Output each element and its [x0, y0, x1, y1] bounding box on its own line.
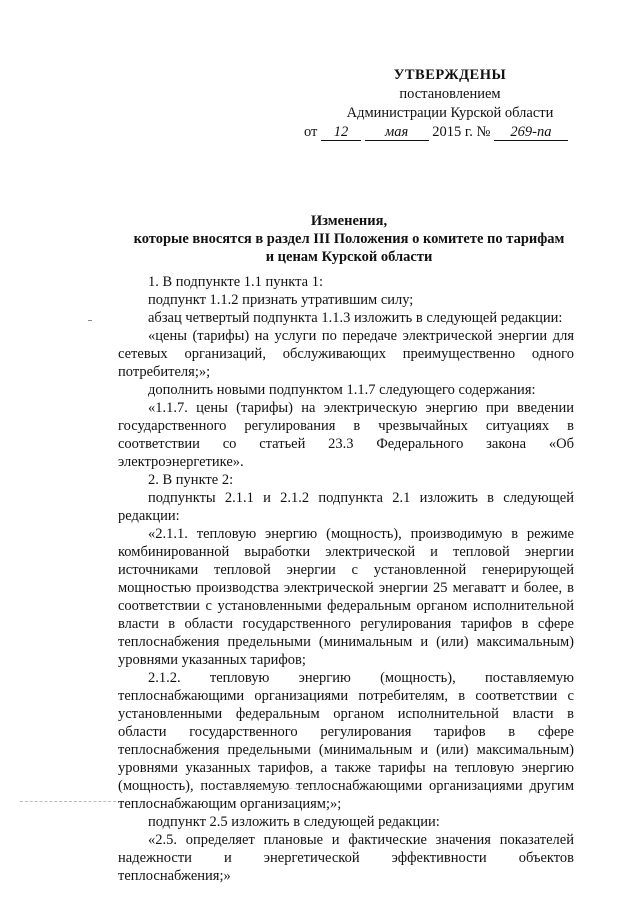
title-line-1: Изменения,: [310, 213, 388, 229]
date-day: 12: [321, 124, 361, 141]
paragraph-12: «2.5. определяет плановые и фактические значения показателей надежности и энергетической эффективности объектов теплоснабжения;»: [118, 832, 574, 884]
paragraph-4: «цены (тарифы) на услуги по передаче электрической энергии для сетевых организаций, обслуживающих преимущественно одного потребителя;»;: [118, 328, 574, 380]
title-line-3: и ценам Курской области: [265, 249, 433, 265]
paragraph-5: дополнить новыми подпунктом 1.1.7 следующего содержания:: [148, 382, 536, 398]
date-month: мая: [365, 124, 429, 141]
document-title: [118, 212, 580, 266]
paragraph-8: подпункты 2.1.1 и 2.1.2 подпункта 2.1 изложить в следующей редакции:: [118, 490, 574, 524]
document-number: 269-па: [494, 124, 568, 141]
paragraph-11: подпункт 2.5 изложить в следующей редакции:: [148, 814, 440, 830]
date-year: 2015 г. №: [432, 124, 491, 140]
paragraph-9: «2.1.1. тепловую энергию (мощность), производимую в режиме комбинированной выработки электрической и тепловой энергии источниками тепловой энергии с установленной генерирующей мощностью производства электрической энергии 25 мегаватт и более, в соответствии с установленными федеральным органом исполнительной власти в области государственного регулирования тарифов в сфере теплоснабжения предельными (минимальным и (или) максимальным) уровнями указанных тарифов;: [118, 526, 574, 668]
title-line-2: которые вносятся в раздел III Положения о комитете по тарифам: [133, 231, 565, 247]
approval-block: [300, 66, 600, 123]
paragraph-1: 1. В подпункте 1.1 пункта 1:: [148, 274, 324, 290]
scan-mark: [88, 320, 92, 321]
date-prefix: от: [304, 124, 318, 140]
document-body: [118, 273, 574, 885]
paragraph-7: 2. В пункте 2:: [148, 472, 234, 488]
paragraph-6: «1.1.7. цены (тарифы) на электрическую энергию при введении государственного регулирования в чрезвычайных ситуациях в соответствии со статьей 23.3 Федерального закона «Об электроэнергетике».: [118, 400, 574, 470]
approval-title: УТВЕРЖДЕНЫ: [393, 67, 507, 83]
approval-line-resolution: постановлением: [399, 86, 501, 102]
scan-artifact-left: [20, 801, 116, 802]
approval-date-line: [304, 123, 604, 142]
paragraph-10: 2.1.2. тепловую энергию (мощность), поставляемую теплоснабжающими организациями потребителям, в соответствии с установленными федеральным органом исполнительной власти в области государственного регулирования тарифов в сфере теплоснабжения предельными (минимальным и (или) максимальным) уровнями указанных тарифов, а также тарифы на тепловую энергию (мощность), поставляемую теплоснабжающими организациями другим теплоснабжающим организациям;»;: [118, 670, 574, 812]
paragraph-2: подпункт 1.1.2 признать утратившим силу;: [148, 292, 414, 308]
scan-artifact-center: [205, 788, 317, 789]
approval-line-administration: Администрации Курской области: [346, 105, 554, 121]
paragraph-3: абзац четвертый подпункта 1.1.3 изложить в следующей редакции:: [148, 310, 563, 326]
